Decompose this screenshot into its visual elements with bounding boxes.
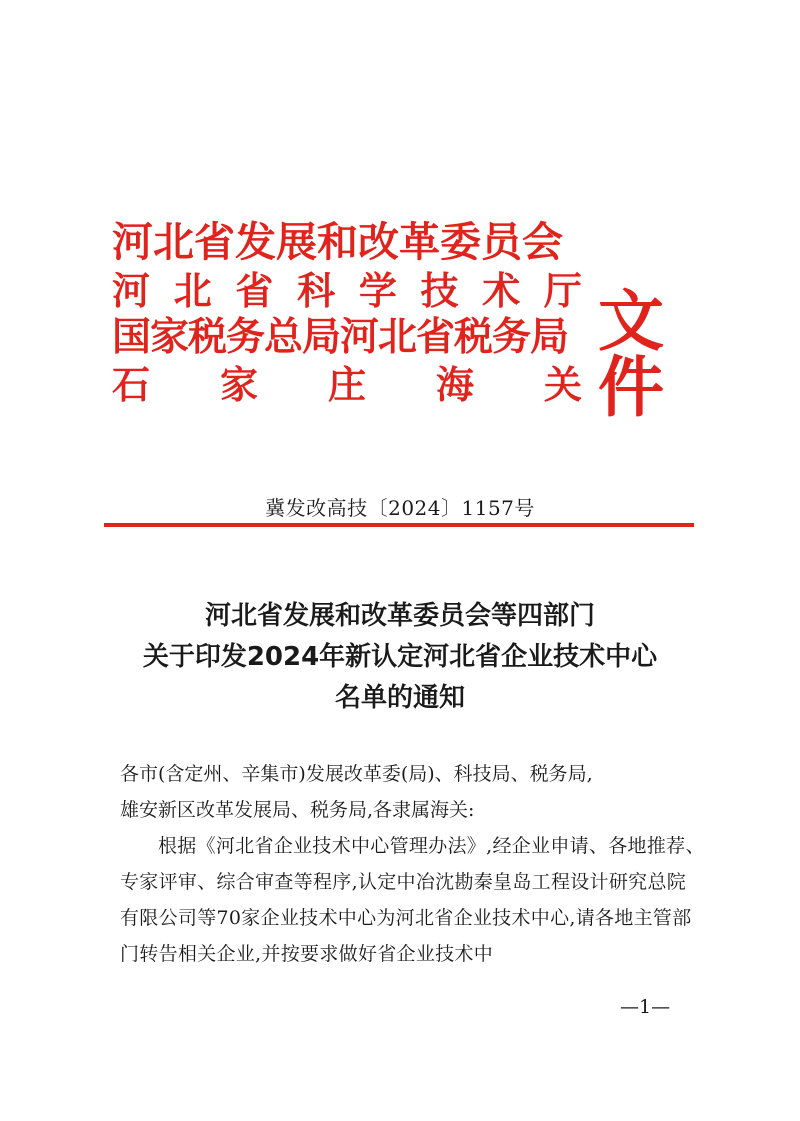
addressee-line: 雄安新区改革发展局、税务局,各隶属海关: [120,799,475,821]
agency-char: 海 [435,363,474,407]
document-header [112,214,692,426]
agency-char: 学 [358,269,397,313]
agency-char: 石 [112,363,151,407]
red-divider [104,523,694,527]
body-paragraph: 根据《河北省企业技术中心管理办法》,经企业申请、各地推荐、专家评审、综合审查等程序,认定中冶沈勘秦皇岛工程设计研究总院有限公司等70家企业技术中心为河北省企业技术中心,请各地主管部门转告相关企业,并按要求做好省企业技术中 [120,835,705,965]
page-number: —1— [620,996,671,1018]
agency-char: 技 [420,269,459,313]
agency-char: 省 [235,269,274,313]
agency-name-drc: 河北省发展和改革委员会 [112,218,563,266]
agency-name-science-dept [112,269,582,313]
agency-char: 河 [112,269,151,313]
agency-char: 术 [482,269,521,313]
title-line: 河北省发展和改革委员会等四部门 [204,601,595,631]
document-title [0,596,800,719]
addressee-line: 各市(含定州、辛集市)发展改革委(局)、科技局、税务局, [120,763,593,785]
document-number: 冀发改高技〔2024〕1157号 [265,496,535,520]
agency-char: 北 [173,269,212,313]
agency-char: 庄 [327,363,366,407]
agency-char: 厅 [543,269,582,313]
agency-char: 科 [297,269,336,313]
agency-char: 家 [219,363,258,407]
title-line: 名单的通知 [334,683,465,713]
agency-name-customs [112,363,582,407]
document-body [120,756,705,972]
title-line: 关于印发2024年新认定河北省企业技术中心 [142,642,658,672]
agency-name-tax-bureau: 国家税务总局河北省税务局 [112,315,569,360]
agency-char: 关 [543,363,582,407]
document-suffix: 文件 [598,283,660,426]
